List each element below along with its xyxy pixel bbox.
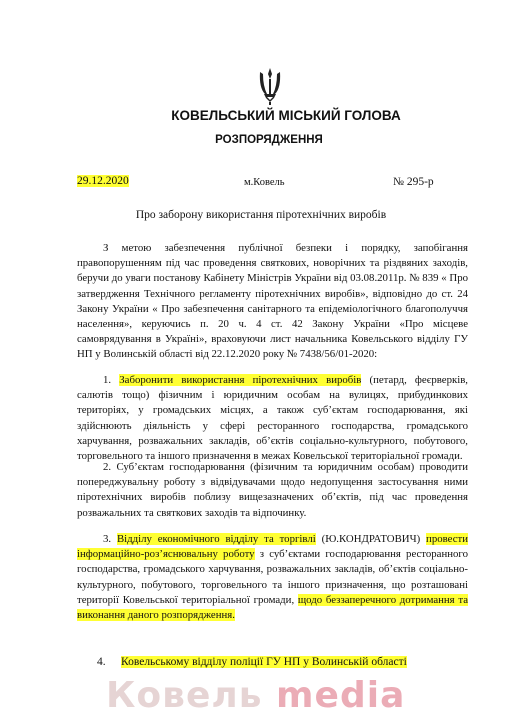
highlighted-text: провести інформаційно-роз’яснювальну роботу (77, 533, 469, 561)
order-item-4 (77, 655, 468, 670)
watermark-text: Ковель (106, 675, 263, 716)
order-item-1 (77, 373, 468, 464)
preamble-paragraph: З метою забезпечення публічної безпеки і порядку, запобігання правопорушенням під час проведення святкових, новорічних та різдвяних заходів, беручи до уваги постанову Кабінету Міністрів України від 03.08.2011р. № 839 « Про затвердження Технічного регламенту піротехнічних виробів», відповідно до ст. 24 Закону України « Про забезпечення санітарного та епідеміологічного благополуччя населення», керуючись п. 20 ч. 4 ст. 42 Закону України «Про місцеве самоврядування в Україні», враховуючи лист начальника Ковельського відділу ГУ НП у Волинській області від 22.12.2020 року № 7438/56/01-2020: (77, 242, 468, 361)
document-date: 29.12.2020 (77, 175, 129, 187)
order-item-2 (77, 460, 468, 521)
highlighted-text: Заборонити використання піротехнічних виробів (119, 374, 362, 386)
item-text: Суб’єктам господарювання (фізичним та юридичним особам) проводити попереджувальну роботу з відвідувачами щодо недопущення застосування ними піротехнічних виробів поблизу вищезазначених об’єктів, під час проведення розважальних та святкових заходів та відпочинку. (77, 461, 468, 519)
highlighted-text: щодо беззаперечного дотримання та виконання даного розпорядження. (77, 593, 468, 622)
item-number: 3. (103, 533, 112, 545)
watermark (106, 675, 466, 716)
highlighted-text: Відділу економічного відділу та торгівлі (116, 533, 316, 545)
issuer-title: КОВЕЛЬСЬКИЙ МІСЬКИЙ ГОЛОВА (171, 108, 401, 123)
document-subject: Про заборону використання піротехнічних виробів (135, 209, 387, 221)
item-text: (петард, феєрверків, салютів тощо) фізичним і юридичним особам на вулицях, прибудинкових територіях, у громадських місцях, а також суб’єктам господарювання, які здійснюють діяльність у сфері ресторанного господарства, громадського харчування, розважальних закладів, об’єктів соціально-культурного, побутового, торговельного та іншого призначення в межах Ковельської територіальної громади. (77, 374, 469, 463)
item-number: 2. (103, 461, 112, 473)
document-place: м.Ковель (244, 177, 285, 188)
highlighted-text: Ковельському відділу поліції ГУ НП у Волинській області (121, 656, 407, 668)
trident-emblem-icon (257, 66, 283, 106)
document-type: РОЗПОРЯДЖЕННЯ (215, 134, 323, 146)
item-number: 4. (97, 656, 106, 668)
item-number: 1. (103, 374, 112, 386)
watermark-accent-text: media (276, 675, 406, 716)
order-item-3 (77, 532, 468, 623)
document-number: № 295-р (393, 176, 434, 188)
item-text: (Ю.КОНДРАТОВИЧ) (315, 533, 427, 545)
item-text: з суб’єктами господарювання ресторанного господарства, громадського харчування, розважальних закладів, об’єктів соціально-культурного, побутового, торговельного та іншого призначення, що розташовані території Ковельської територіальної громади, (77, 548, 468, 606)
